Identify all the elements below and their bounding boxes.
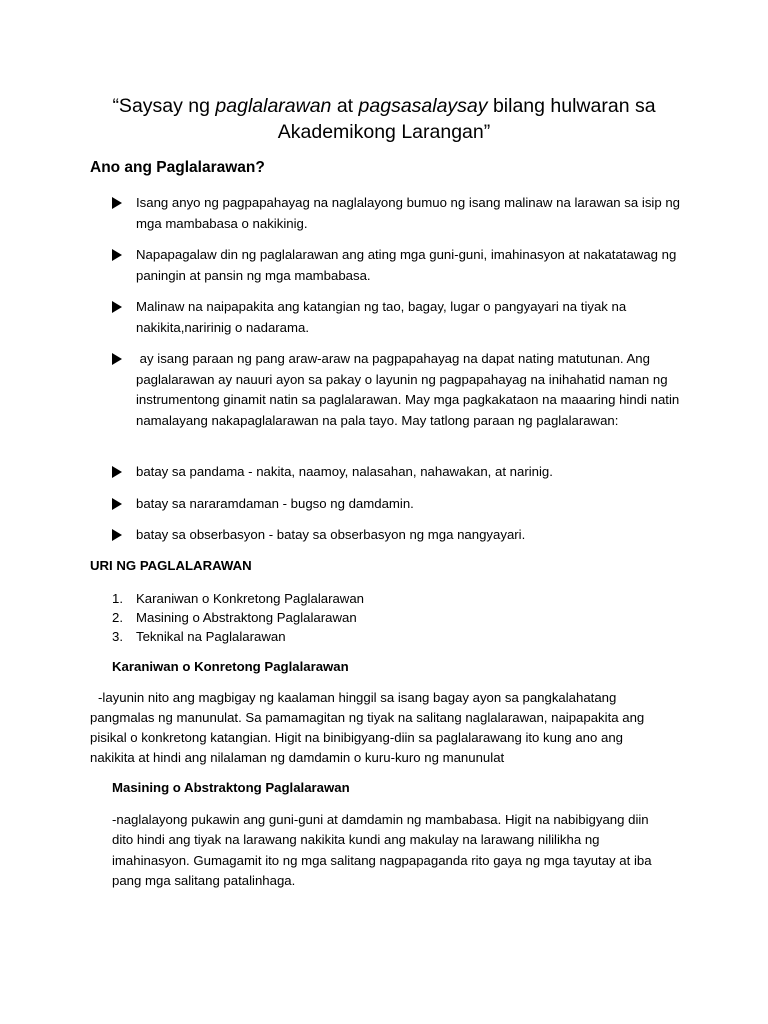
bullet-text: Napapagalaw din ng paglalarawan ang ating mga guni-guni, imahinasyon at nakatatawag ng paningin at pansin ng mga mambabasa. <box>136 247 677 283</box>
document-title-line-1 <box>60 93 708 119</box>
bullet-text: batay sa pandama - nakita, naamoy, nalasahan, nahawakan, at narinig. <box>136 464 553 479</box>
arrow-bullet-icon <box>112 529 122 541</box>
paragraph-line: imahinasyon. Gumagamit ito ng mga salitang nagpapaganda rito gaya ng mga tayutay at iba <box>112 853 652 868</box>
paragraph-line: -layunin nito ang magbigay ng kaalaman hinggil sa isang bagay ayon sa pangkalahatang <box>98 690 617 705</box>
karaniwan-heading: Karaniwan o Konretong Paglalarawan <box>112 659 349 674</box>
paragraph-line: nakikita at hindi ang nilalaman ng damdamin o kuru-kuro ng manunulat <box>90 750 505 765</box>
numbered-item <box>112 608 357 627</box>
item-number: 2. <box>112 610 123 625</box>
numbered-item <box>112 589 364 608</box>
bullet-item <box>112 193 692 234</box>
title-part: “Saysay ng <box>112 95 216 117</box>
document-title-line-2: Akademikong Larangan” <box>277 121 491 143</box>
title-italic-pagsasalaysay: pagsasalaysay <box>358 95 488 117</box>
bullet-item <box>112 349 692 431</box>
bullet-text: batay sa nararamdaman - bugso ng damdamin. <box>136 496 414 511</box>
title-italic-paglalarawan: paglalarawan <box>215 95 332 117</box>
paragraph-line: pangmalas ng manunulat. Sa pamamagitan ng tiyak na salitang naglalarawan, naipapakita ang <box>90 710 645 725</box>
bullet-item <box>112 494 692 515</box>
item-number: 3. <box>112 629 123 644</box>
arrow-bullet-icon <box>112 498 122 510</box>
bullet-text: Malinaw na naipapakita ang katangian ng tao, bagay, lugar o pangyayari na tiyak na nakikita,naririnig o nadarama. <box>136 299 627 335</box>
arrow-bullet-icon <box>112 249 122 261</box>
masining-heading: Masining o Abstraktong Paglalarawan <box>112 780 350 795</box>
arrow-bullet-icon <box>112 353 122 365</box>
paragraph-line: pang mga salitang patalinhaga. <box>112 873 296 888</box>
title-part: bilang hulwaran sa <box>487 95 656 117</box>
bullet-item <box>112 245 692 286</box>
bullet-text: batay sa obserbasyon - batay sa obserbasyon ng mga nangyayari. <box>136 527 526 542</box>
section-heading: Ano ang Paglalarawan? <box>90 159 265 176</box>
item-text: Masining o Abstraktong Paglalarawan <box>136 610 357 625</box>
uri-heading: URI NG PAGLALARAWAN <box>90 558 252 573</box>
item-text: Karaniwan o Konkretong Paglalarawan <box>136 591 364 606</box>
bullet-item <box>112 297 692 338</box>
numbered-item <box>112 627 286 646</box>
item-number: 1. <box>112 591 123 606</box>
title-part: at <box>331 95 359 117</box>
arrow-bullet-icon <box>112 301 122 313</box>
paragraph-line: -naglalayong pukawin ang guni-guni at damdamin ng mambabasa. Higit na nabibigyang diin <box>112 812 649 827</box>
bullet-text: Isang anyo ng pagpapahayag na naglalayong bumuo ng isang malinaw na larawan sa isip ng mga mambabasa o nakikinig. <box>136 195 681 231</box>
paragraph-line: pisikal o konkretong katangian. Higit na binibigyang-diin sa paglalarawang ito kung ano ang <box>90 730 623 745</box>
paragraph-line: dito hindi ang tiyak na larawang nakikita kundi ang makulay na larawang nililikha ng <box>112 832 600 847</box>
arrow-bullet-icon <box>112 197 122 209</box>
item-text: Teknikal na Paglalarawan <box>136 629 286 644</box>
arrow-bullet-icon <box>112 466 122 478</box>
bullet-text: ay isang paraan ng pang araw-araw na pagpapahayag na dapat nating matutunan. Ang paglalarawan ay nauuri ayon sa pakay o layunin ng pagpapahayag na inihahatid naman ng instrumentong ginamit natin sa paglalarawan. May mga pagkakataon na maaaring hindi natin namalayang nakapaglalarawan na pala tayo. May tatlong paraan ng paglalarawan: <box>136 351 683 428</box>
bullet-item <box>112 525 692 546</box>
bullet-item <box>112 462 692 483</box>
